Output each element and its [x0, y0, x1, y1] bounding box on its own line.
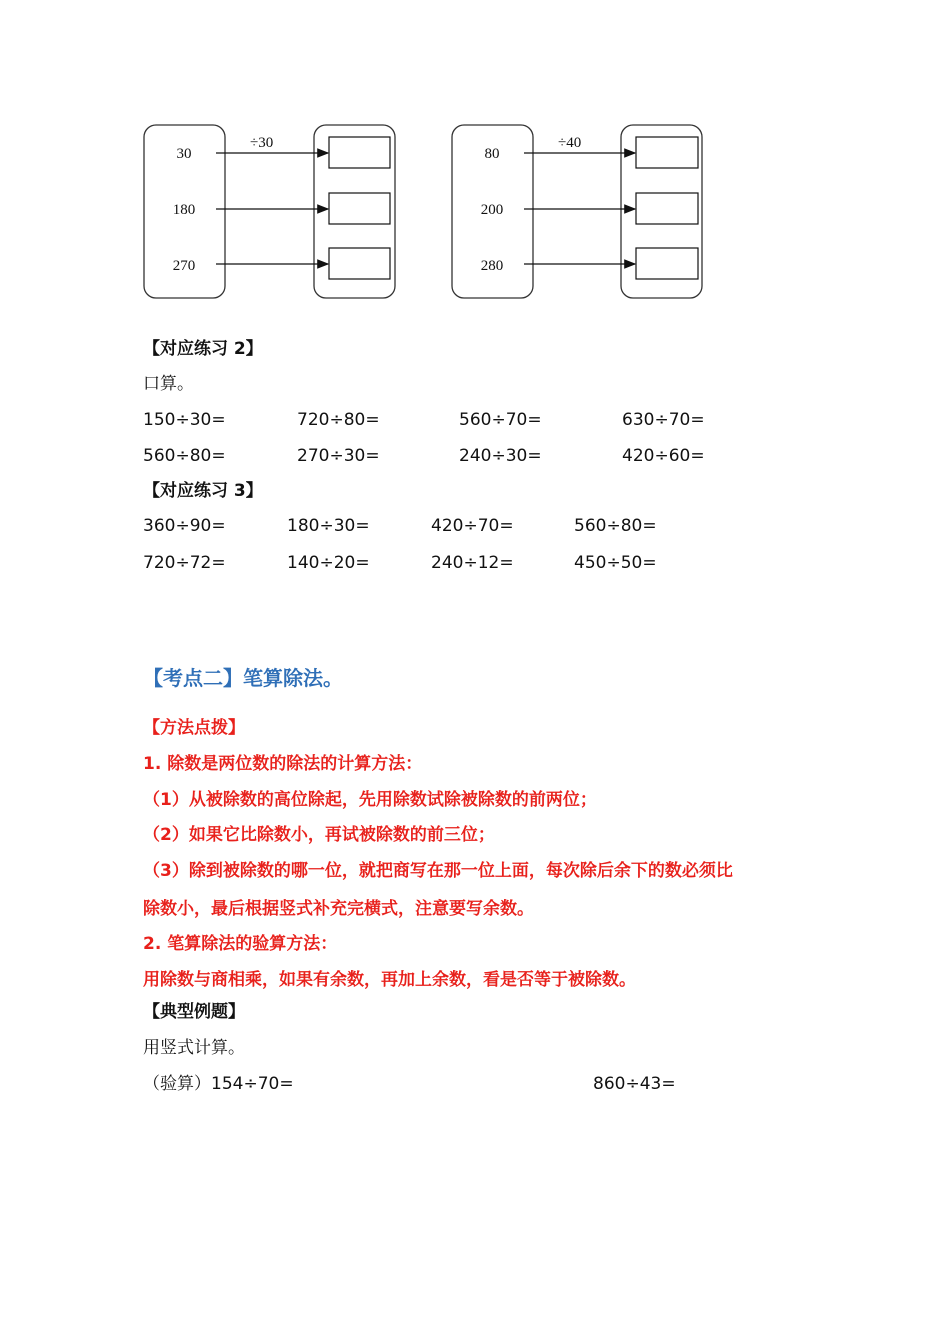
input-value: 270 — [172, 258, 196, 274]
answer-box[interactable] — [636, 137, 698, 168]
section-title: 【考点二】笔算除法。 — [143, 666, 343, 690]
example-instruction: 用竖式计算。 — [143, 1038, 245, 1058]
answer-box[interactable] — [636, 193, 698, 224]
exercise-item: 270÷30= — [297, 446, 380, 466]
input-value: 280 — [480, 258, 504, 274]
exercise-item: 560÷80= — [143, 446, 226, 466]
input-value: 200 — [480, 202, 504, 218]
input-value: 180 — [172, 202, 196, 218]
input-value: 80 — [484, 146, 500, 162]
exercise-item: 420÷70= — [431, 516, 514, 536]
exercise-item: 560÷70= — [459, 410, 542, 430]
exercise-item: 150÷30= — [143, 410, 226, 430]
answer-box[interactable] — [636, 248, 698, 279]
exercise-item: 450÷50= — [574, 553, 657, 573]
exercise-item: 420÷60= — [622, 446, 705, 466]
exercise-item: 720÷72= — [143, 553, 226, 573]
division-diagrams — [0, 0, 950, 320]
diagram-1 — [144, 125, 395, 298]
exercise-item: 560÷80= — [574, 516, 657, 536]
diagram-2 — [452, 125, 702, 298]
operator-label: ÷40 — [558, 135, 582, 151]
exercise-item: 240÷12= — [431, 553, 514, 573]
input-value: 30 — [176, 146, 192, 162]
method-line: 除数小，最后根据竖式补充完横式，注意要写余数。 — [143, 899, 534, 919]
practice-2-instruction: 口算。 — [143, 374, 194, 394]
answer-box[interactable] — [329, 193, 390, 224]
method-line: （1）从被除数的高位除起，先用除数试除被除数的前两位； — [143, 790, 597, 810]
exercise-item: 240÷30= — [459, 446, 542, 466]
exercise-item: 630÷70= — [622, 410, 705, 430]
exercise-item: 180÷30= — [287, 516, 370, 536]
exercise-item: 720÷80= — [297, 410, 380, 430]
method-line: 用除数与商相乘，如果有余数，再加上余数，看是否等于被除数。 — [143, 970, 636, 990]
practice-3-heading: 【对应练习 3】 — [143, 481, 263, 501]
method-line: （2）如果它比除数小，再试被除数的前三位； — [143, 825, 495, 845]
method-line: （3）除到被除数的哪一位，就把商写在那一位上面，每次除后余下的数必须比 — [143, 861, 733, 881]
method-line: 2. 笔算除法的验算方法： — [143, 934, 338, 954]
practice-2-heading: 【对应练习 2】 — [143, 339, 263, 359]
answer-box[interactable] — [329, 248, 390, 279]
example-item: 860÷43= — [593, 1074, 676, 1094]
exercise-item: 140÷20= — [287, 553, 370, 573]
operator-label: ÷30 — [250, 135, 274, 151]
exercise-item: 360÷90= — [143, 516, 226, 536]
answer-box[interactable] — [329, 137, 390, 168]
example-item: （验算）154÷70= — [143, 1074, 294, 1094]
method-heading: 【方法点拨】 — [143, 718, 245, 738]
example-heading: 【典型例题】 — [143, 1002, 245, 1022]
method-line: 1. 除数是两位数的除法的计算方法： — [143, 754, 423, 774]
